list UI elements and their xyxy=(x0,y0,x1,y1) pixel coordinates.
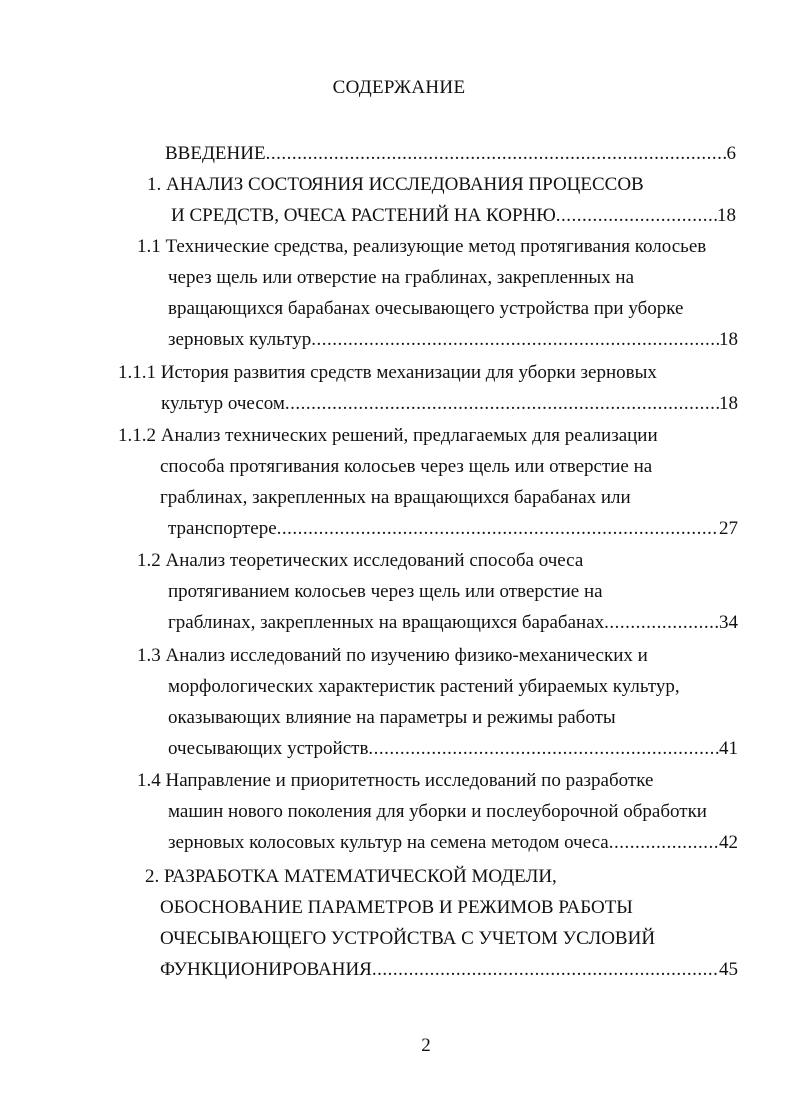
toc-line: 2. РАЗРАБОТКА МАТЕМАТИЧЕСКОЙ МОДЕЛИ, xyxy=(145,866,557,887)
toc-heading: СОДЕРЖАНИЕ xyxy=(332,77,466,98)
toc-line: 1.2 Анализ теоретических исследований способа очеса xyxy=(137,550,584,571)
toc-line: очесывающих устройств xyxy=(168,738,369,759)
toc-page: 41 xyxy=(719,738,738,759)
toc-entry-intro xyxy=(165,142,736,166)
toc-line: через щель или отверстие на граблинах, закрепленных на xyxy=(168,267,635,288)
toc-page: 45 xyxy=(719,959,738,980)
toc-line: граблинах, закрепленных на вращающихся барабанах или xyxy=(160,487,631,508)
leader-dots xyxy=(266,142,727,166)
toc-line: ФУНКЦИОНИРОВАНИЯ xyxy=(160,959,372,980)
toc-entry-1-1 xyxy=(168,328,738,352)
leader-dots xyxy=(556,204,717,228)
toc-line: ОБОСНОВАНИЕ ПАРАМЕТРОВ И РЕЖИМОВ РАБОТЫ xyxy=(160,897,633,918)
toc-line: 1.1.2 Анализ технических решений, предлагаемых для реализации xyxy=(118,425,658,446)
toc-line: способа протягивания колосьев через щель или отверстие на xyxy=(160,456,653,477)
toc-line: вращающихся барабанах очесывающего устройства при уборке xyxy=(168,298,684,319)
toc-page: 27 xyxy=(719,518,738,539)
page-number: 2 xyxy=(421,1035,431,1056)
toc-page: 6 xyxy=(726,143,736,164)
toc-line: ВВЕДЕНИЕ xyxy=(165,143,266,164)
toc-line: граблинах, закрепленных на вращающихся барабанах xyxy=(168,612,605,633)
toc-line: протягиванием колосьев через щель или отверстие на xyxy=(168,581,603,602)
toc-page: 42 xyxy=(719,832,738,853)
toc-line: морфологических характеристик растений убираемых культур, xyxy=(168,676,680,697)
toc-line: машин нового поколения для уборки и послеуборочной обработки xyxy=(168,801,707,822)
leader-dots xyxy=(609,831,719,855)
toc-entry-1-3 xyxy=(168,737,738,761)
leader-dots xyxy=(311,328,719,352)
toc-line: И СРЕДСТВ, ОЧЕСА РАСТЕНИЙ НА КОРНЮ xyxy=(171,205,556,226)
toc-entry-1 xyxy=(171,204,736,228)
toc-line: 1.1.1 История развития средств механизации для уборки зерновых xyxy=(118,362,657,383)
leader-dots xyxy=(277,517,719,541)
toc-line: ОЧЕСЫВАЮЩЕГО УСТРОЙСТВА С УЧЕТОМ УСЛОВИЙ xyxy=(160,928,656,949)
toc-entry-1-1-1 xyxy=(161,392,738,416)
leader-dots xyxy=(372,958,719,982)
toc-entry-1-1-2 xyxy=(168,517,738,541)
toc-entry-1-4 xyxy=(168,831,738,855)
toc-page: 34 xyxy=(719,612,738,633)
toc-line: зерновых культур xyxy=(168,329,312,350)
leader-dots xyxy=(368,737,719,761)
toc-line: зерновых колосовых культур на семена методом очеса xyxy=(168,832,609,853)
toc-line: транспортере xyxy=(168,518,277,539)
toc-line: 1.4 Направление и приоритетность исследований по разработке xyxy=(137,770,654,791)
toc-line: культур очесом xyxy=(161,393,285,414)
toc-line: 1.3 Анализ исследований по изучению физико-механических и xyxy=(137,645,648,666)
toc-entry-1-2 xyxy=(168,611,738,635)
toc-page: 18 xyxy=(719,393,738,414)
toc-line: 1.1 Технические средства, реализующие метод протягивания колосьев xyxy=(137,236,707,257)
toc-entry-2 xyxy=(160,958,738,982)
toc-page: 18 xyxy=(719,329,738,350)
leader-dots xyxy=(285,392,719,416)
toc-line: 1. АНАЛИЗ СОСТОЯНИЯ ИССЛЕДОВАНИЯ ПРОЦЕССОВ xyxy=(147,174,644,195)
toc-line: оказывающих влияние на параметры и режимы работы xyxy=(168,707,616,728)
toc-page: 18 xyxy=(717,205,736,226)
leader-dots xyxy=(604,611,719,635)
